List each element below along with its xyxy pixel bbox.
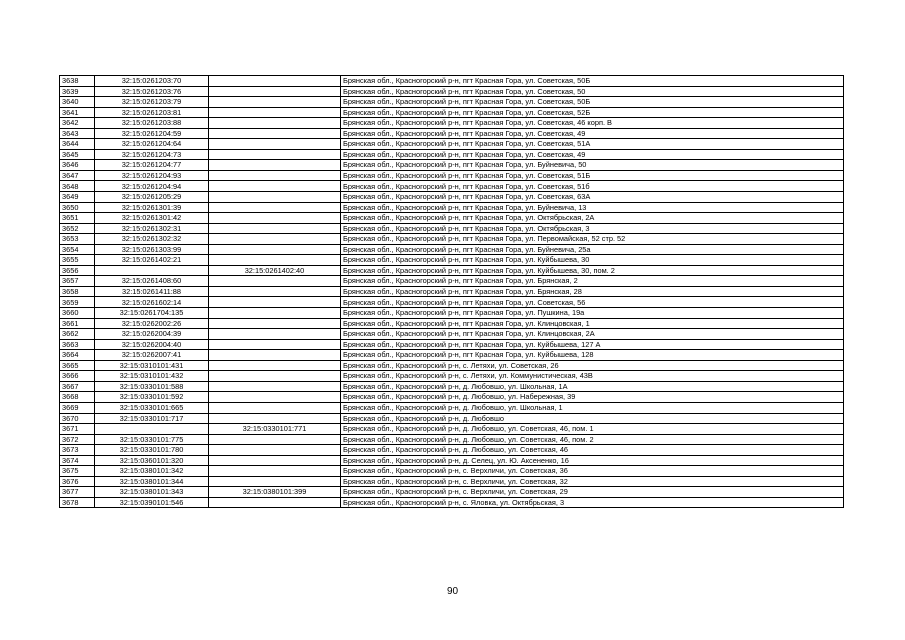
related-cadastral-number-cell bbox=[209, 402, 341, 413]
cadastral-number-cell: 32:15:0261204:64 bbox=[95, 139, 209, 150]
related-cadastral-number-cell bbox=[209, 76, 341, 87]
cadastral-number-cell: 32:15:0261203:70 bbox=[95, 76, 209, 87]
address-cell: Брянская обл., Красногорский р-н, пгт Красная Гора, ул. Октябрьская, 3 bbox=[341, 223, 844, 234]
address-cell: Брянская обл., Красногорский р-н, с. Верхличи, ул. Советская, 32 bbox=[341, 476, 844, 487]
cadastral-number-cell: 32:15:0261402:21 bbox=[95, 255, 209, 266]
related-cadastral-number-cell bbox=[209, 223, 341, 234]
cadastral-number-cell: 32:15:0261301:42 bbox=[95, 213, 209, 224]
row-number-cell: 3667 bbox=[60, 381, 95, 392]
cadastral-number-cell: 32:15:0360101:320 bbox=[95, 455, 209, 466]
row-number-cell: 3647 bbox=[60, 170, 95, 181]
table-row bbox=[60, 86, 844, 97]
related-cadastral-number-cell bbox=[209, 318, 341, 329]
table-row bbox=[60, 466, 844, 477]
address-cell: Брянская обл., Красногорский р-н, д. Любовшо, ул. Школьная, 1 bbox=[341, 402, 844, 413]
related-cadastral-number-cell: 32:15:0261402:40 bbox=[209, 265, 341, 276]
related-cadastral-number-cell bbox=[209, 139, 341, 150]
registry-table-body bbox=[60, 76, 844, 508]
cadastral-number-cell: 32:15:0262004:39 bbox=[95, 329, 209, 340]
cadastral-number-cell: 32:15:0380101:342 bbox=[95, 466, 209, 477]
cadastral-number-cell: 32:15:0261203:88 bbox=[95, 118, 209, 129]
row-number-cell: 3645 bbox=[60, 149, 95, 160]
table-row bbox=[60, 181, 844, 192]
row-number-cell: 3676 bbox=[60, 476, 95, 487]
cadastral-number-cell: 32:15:0261204:94 bbox=[95, 181, 209, 192]
table-row bbox=[60, 202, 844, 213]
address-cell: Брянская обл., Красногорский р-н, пгт Красная Гора, ул. Советская, 51Б bbox=[341, 170, 844, 181]
related-cadastral-number-cell bbox=[209, 181, 341, 192]
related-cadastral-number-cell bbox=[209, 497, 341, 508]
related-cadastral-number-cell bbox=[209, 86, 341, 97]
row-number-cell: 3663 bbox=[60, 339, 95, 350]
cadastral-number-cell: 32:15:0261205:29 bbox=[95, 192, 209, 203]
table-row bbox=[60, 160, 844, 171]
address-cell: Брянская обл., Красногорский р-н, д. Любовшо bbox=[341, 413, 844, 424]
address-cell: Брянская обл., Красногорский р-н, пгт Красная Гора, ул. Куйбышева, 128 bbox=[341, 350, 844, 361]
related-cadastral-number-cell bbox=[209, 413, 341, 424]
address-cell: Брянская обл., Красногорский р-н, пгт Красная Гора, ул. Буйневича, 25а bbox=[341, 244, 844, 255]
cadastral-number-cell: 32:15:0330101:717 bbox=[95, 413, 209, 424]
address-cell: Брянская обл., Красногорский р-н, пгт Красная Гора, ул. Советская, 51б bbox=[341, 181, 844, 192]
table-row bbox=[60, 392, 844, 403]
table-row bbox=[60, 297, 844, 308]
row-number-cell: 3678 bbox=[60, 497, 95, 508]
table-row bbox=[60, 350, 844, 361]
row-number-cell: 3653 bbox=[60, 234, 95, 245]
table-row bbox=[60, 371, 844, 382]
table-row bbox=[60, 308, 844, 319]
cadastral-number-cell: 32:15:0330101:665 bbox=[95, 402, 209, 413]
related-cadastral-number-cell bbox=[209, 286, 341, 297]
related-cadastral-number-cell bbox=[209, 192, 341, 203]
cadastral-number-cell: 32:15:0310101:431 bbox=[95, 360, 209, 371]
cadastral-number-cell: 32:15:0261203:81 bbox=[95, 107, 209, 118]
address-cell: Брянская обл., Красногорский р-н, пгт Красная Гора, ул. Брянская, 28 bbox=[341, 286, 844, 297]
table-row bbox=[60, 170, 844, 181]
row-number-cell: 3660 bbox=[60, 308, 95, 319]
address-cell: Брянская обл., Красногорский р-н, пгт Красная Гора, ул. Советская, 50Б bbox=[341, 76, 844, 87]
address-cell: Брянская обл., Красногорский р-н, пгт Красная Гора, ул. Советская, 52Б bbox=[341, 107, 844, 118]
row-number-cell: 3650 bbox=[60, 202, 95, 213]
row-number-cell: 3661 bbox=[60, 318, 95, 329]
cadastral-number-cell: 32:15:0261204:93 bbox=[95, 170, 209, 181]
row-number-cell: 3669 bbox=[60, 402, 95, 413]
row-number-cell: 3665 bbox=[60, 360, 95, 371]
cadastral-number-cell: 32:15:0262007:41 bbox=[95, 350, 209, 361]
cadastral-number-cell: 32:15:0261204:77 bbox=[95, 160, 209, 171]
related-cadastral-number-cell bbox=[209, 434, 341, 445]
table-row bbox=[60, 487, 844, 498]
address-cell: Брянская обл., Красногорский р-н, с. Яловка, ул. Октябрьская, 3 bbox=[341, 497, 844, 508]
cadastral-number-cell: 32:15:0262002:26 bbox=[95, 318, 209, 329]
cadastral-number-cell: 32:15:0261204:73 bbox=[95, 149, 209, 160]
row-number-cell: 3656 bbox=[60, 265, 95, 276]
related-cadastral-number-cell bbox=[209, 466, 341, 477]
row-number-cell: 3659 bbox=[60, 297, 95, 308]
table-row bbox=[60, 149, 844, 160]
row-number-cell: 3638 bbox=[60, 76, 95, 87]
related-cadastral-number-cell bbox=[209, 160, 341, 171]
table-row bbox=[60, 128, 844, 139]
cadastral-number-cell: 32:15:0261602:14 bbox=[95, 297, 209, 308]
row-number-cell: 3675 bbox=[60, 466, 95, 477]
table-row bbox=[60, 118, 844, 129]
address-cell: Брянская обл., Красногорский р-н, д. Любовшо, ул. Советская, 46, пом. 1 bbox=[341, 424, 844, 435]
table-row bbox=[60, 445, 844, 456]
table-row bbox=[60, 223, 844, 234]
address-cell: Брянская обл., Красногорский р-н, пгт Красная Гора, ул. Советская, 49 bbox=[341, 128, 844, 139]
address-cell: Брянская обл., Красногорский р-н, пгт Красная Гора, ул. Клинцовская, 1 bbox=[341, 318, 844, 329]
related-cadastral-number-cell bbox=[209, 308, 341, 319]
table-row bbox=[60, 318, 844, 329]
address-cell: Брянская обл., Красногорский р-н, с. Верхличи, ул. Советская, 29 bbox=[341, 487, 844, 498]
cadastral-number-cell: 32:15:0380101:343 bbox=[95, 487, 209, 498]
address-cell: Брянская обл., Красногорский р-н, с. Верхличи, ул. Советская, 36 bbox=[341, 466, 844, 477]
row-number-cell: 3672 bbox=[60, 434, 95, 445]
cadastral-number-cell: 32:15:0261204:59 bbox=[95, 128, 209, 139]
cadastral-number-cell: 32:15:0330101:588 bbox=[95, 381, 209, 392]
cadastral-number-cell: 32:15:0261302:31 bbox=[95, 223, 209, 234]
related-cadastral-number-cell bbox=[209, 213, 341, 224]
cadastral-number-cell bbox=[95, 265, 209, 276]
cadastral-number-cell: 32:15:0261411:88 bbox=[95, 286, 209, 297]
row-number-cell: 3639 bbox=[60, 86, 95, 97]
address-cell: Брянская обл., Красногорский р-н, пгт Красная Гора, ул. Советская, 56 bbox=[341, 297, 844, 308]
row-number-cell: 3674 bbox=[60, 455, 95, 466]
table-row bbox=[60, 476, 844, 487]
address-cell: Брянская обл., Красногорский р-н, пгт Красная Гора, ул. Буйневича, 13 bbox=[341, 202, 844, 213]
address-cell: Брянская обл., Красногорский р-н, с. Летяхи, ул. Коммунистическая, 43В bbox=[341, 371, 844, 382]
row-number-cell: 3643 bbox=[60, 128, 95, 139]
address-cell: Брянская обл., Красногорский р-н, пгт Красная Гора, ул. Советская, 46 корп. В bbox=[341, 118, 844, 129]
table-row bbox=[60, 107, 844, 118]
row-number-cell: 3655 bbox=[60, 255, 95, 266]
related-cadastral-number-cell bbox=[209, 360, 341, 371]
table-row bbox=[60, 455, 844, 466]
table-row bbox=[60, 234, 844, 245]
address-cell: Брянская обл., Красногорский р-н, д. Селец, ул. Ю. Аксененко, 16 bbox=[341, 455, 844, 466]
cadastral-number-cell: 32:15:0380101:344 bbox=[95, 476, 209, 487]
table-row bbox=[60, 139, 844, 150]
related-cadastral-number-cell bbox=[209, 329, 341, 340]
address-cell: Брянская обл., Красногорский р-н, пгт Красная Гора, ул. Куйбышева, 127 А bbox=[341, 339, 844, 350]
related-cadastral-number-cell bbox=[209, 97, 341, 108]
cadastral-number-cell: 32:15:0310101:432 bbox=[95, 371, 209, 382]
address-cell: Брянская обл., Красногорский р-н, д. Любовшо, ул. Советская, 46 bbox=[341, 445, 844, 456]
related-cadastral-number-cell bbox=[209, 149, 341, 160]
address-cell: Брянская обл., Красногорский р-н, пгт Красная Гора, ул. Советская, 51А bbox=[341, 139, 844, 150]
address-cell: Брянская обл., Красногорский р-н, пгт Красная Гора, ул. Советская, 50Б bbox=[341, 97, 844, 108]
address-cell: Брянская обл., Красногорский р-н, пгт Красная Гора, ул. Октябрьская, 2А bbox=[341, 213, 844, 224]
row-number-cell: 3662 bbox=[60, 329, 95, 340]
cadastral-number-cell: 32:15:0261302:32 bbox=[95, 234, 209, 245]
row-number-cell: 3644 bbox=[60, 139, 95, 150]
row-number-cell: 3666 bbox=[60, 371, 95, 382]
address-cell: Брянская обл., Красногорский р-н, д. Любовшо, ул. Советская, 46, пом. 2 bbox=[341, 434, 844, 445]
address-cell: Брянская обл., Красногорский р-н, пгт Красная Гора, ул. Брянская, 2 bbox=[341, 276, 844, 287]
address-cell: Брянская обл., Красногорский р-н, пгт Красная Гора, ул. Пушкина, 19а bbox=[341, 308, 844, 319]
related-cadastral-number-cell bbox=[209, 170, 341, 181]
registry-table bbox=[59, 75, 844, 508]
table-row bbox=[60, 413, 844, 424]
table-row bbox=[60, 97, 844, 108]
related-cadastral-number-cell bbox=[209, 455, 341, 466]
related-cadastral-number-cell bbox=[209, 392, 341, 403]
table-row bbox=[60, 360, 844, 371]
related-cadastral-number-cell bbox=[209, 297, 341, 308]
table-row bbox=[60, 213, 844, 224]
table-row bbox=[60, 402, 844, 413]
row-number-cell: 3652 bbox=[60, 223, 95, 234]
related-cadastral-number-cell bbox=[209, 107, 341, 118]
related-cadastral-number-cell bbox=[209, 255, 341, 266]
cadastral-number-cell: 32:15:0262004:40 bbox=[95, 339, 209, 350]
table-row bbox=[60, 286, 844, 297]
table-row bbox=[60, 434, 844, 445]
cadastral-number-cell: 32:15:0261408:60 bbox=[95, 276, 209, 287]
row-number-cell: 3673 bbox=[60, 445, 95, 456]
row-number-cell: 3642 bbox=[60, 118, 95, 129]
related-cadastral-number-cell bbox=[209, 128, 341, 139]
cadastral-number-cell: 32:15:0261303:99 bbox=[95, 244, 209, 255]
related-cadastral-number-cell bbox=[209, 202, 341, 213]
address-cell: Брянская обл., Красногорский р-н, пгт Красная Гора, ул. Первомайская, 52 стр. 52 bbox=[341, 234, 844, 245]
related-cadastral-number-cell bbox=[209, 339, 341, 350]
address-cell: Брянская обл., Красногорский р-н, пгт Красная Гора, ул. Советская, 50 bbox=[341, 86, 844, 97]
related-cadastral-number-cell bbox=[209, 118, 341, 129]
table-row bbox=[60, 424, 844, 435]
row-number-cell: 3654 bbox=[60, 244, 95, 255]
cadastral-number-cell: 32:15:0330101:592 bbox=[95, 392, 209, 403]
row-number-cell: 3670 bbox=[60, 413, 95, 424]
table-row bbox=[60, 265, 844, 276]
row-number-cell: 3657 bbox=[60, 276, 95, 287]
related-cadastral-number-cell bbox=[209, 276, 341, 287]
address-cell: Брянская обл., Красногорский р-н, пгт Красная Гора, ул. Буйневича, 50 bbox=[341, 160, 844, 171]
address-cell: Брянская обл., Красногорский р-н, с. Летяхи, ул. Советская, 26 bbox=[341, 360, 844, 371]
table-row bbox=[60, 76, 844, 87]
related-cadastral-number-cell bbox=[209, 476, 341, 487]
table-row bbox=[60, 329, 844, 340]
row-number-cell: 3646 bbox=[60, 160, 95, 171]
table-row bbox=[60, 276, 844, 287]
table-row bbox=[60, 255, 844, 266]
cadastral-number-cell: 32:15:0261301:39 bbox=[95, 202, 209, 213]
address-cell: Брянская обл., Красногорский р-н, д. Любовшо, ул. Школьная, 1А bbox=[341, 381, 844, 392]
row-number-cell: 3668 bbox=[60, 392, 95, 403]
table-row bbox=[60, 244, 844, 255]
cadastral-number-cell: 32:15:0330101:775 bbox=[95, 434, 209, 445]
address-cell: Брянская обл., Красногорский р-н, пгт Красная Гора, ул. Советская, 63А bbox=[341, 192, 844, 203]
row-number-cell: 3651 bbox=[60, 213, 95, 224]
related-cadastral-number-cell bbox=[209, 234, 341, 245]
related-cadastral-number-cell bbox=[209, 350, 341, 361]
address-cell: Брянская обл., Красногорский р-н, пгт Красная Гора, ул. Куйбышева, 30 bbox=[341, 255, 844, 266]
related-cadastral-number-cell bbox=[209, 244, 341, 255]
cadastral-number-cell: 32:15:0261203:79 bbox=[95, 97, 209, 108]
row-number-cell: 3658 bbox=[60, 286, 95, 297]
row-number-cell: 3640 bbox=[60, 97, 95, 108]
row-number-cell: 3648 bbox=[60, 181, 95, 192]
cadastral-number-cell: 32:15:0261203:76 bbox=[95, 86, 209, 97]
address-cell: Брянская обл., Красногорский р-н, пгт Красная Гора, ул. Советская, 49 bbox=[341, 149, 844, 160]
row-number-cell: 3677 bbox=[60, 487, 95, 498]
related-cadastral-number-cell bbox=[209, 381, 341, 392]
table-row bbox=[60, 192, 844, 203]
row-number-cell: 3671 bbox=[60, 424, 95, 435]
cadastral-number-cell: 32:15:0330101:780 bbox=[95, 445, 209, 456]
table-row bbox=[60, 339, 844, 350]
cadastral-number-cell: 32:15:0261704:135 bbox=[95, 308, 209, 319]
row-number-cell: 3649 bbox=[60, 192, 95, 203]
address-cell: Брянская обл., Красногорский р-н, пгт Красная Гора, ул. Клинцовская, 2А bbox=[341, 329, 844, 340]
row-number-cell: 3664 bbox=[60, 350, 95, 361]
related-cadastral-number-cell bbox=[209, 371, 341, 382]
cadastral-number-cell bbox=[95, 424, 209, 435]
related-cadastral-number-cell: 32:15:0330101:771 bbox=[209, 424, 341, 435]
row-number-cell: 3641 bbox=[60, 107, 95, 118]
address-cell: Брянская обл., Красногорский р-н, д. Любовшо, ул. Набережная, 39 bbox=[341, 392, 844, 403]
address-cell: Брянская обл., Красногорский р-н, пгт Красная Гора, ул. Куйбышева, 30, пом. 2 bbox=[341, 265, 844, 276]
table-row bbox=[60, 381, 844, 392]
related-cadastral-number-cell: 32:15:0380101:399 bbox=[209, 487, 341, 498]
table-row bbox=[60, 497, 844, 508]
page-number: 90 bbox=[446, 586, 459, 597]
related-cadastral-number-cell bbox=[209, 445, 341, 456]
cadastral-number-cell: 32:15:0390101:546 bbox=[95, 497, 209, 508]
